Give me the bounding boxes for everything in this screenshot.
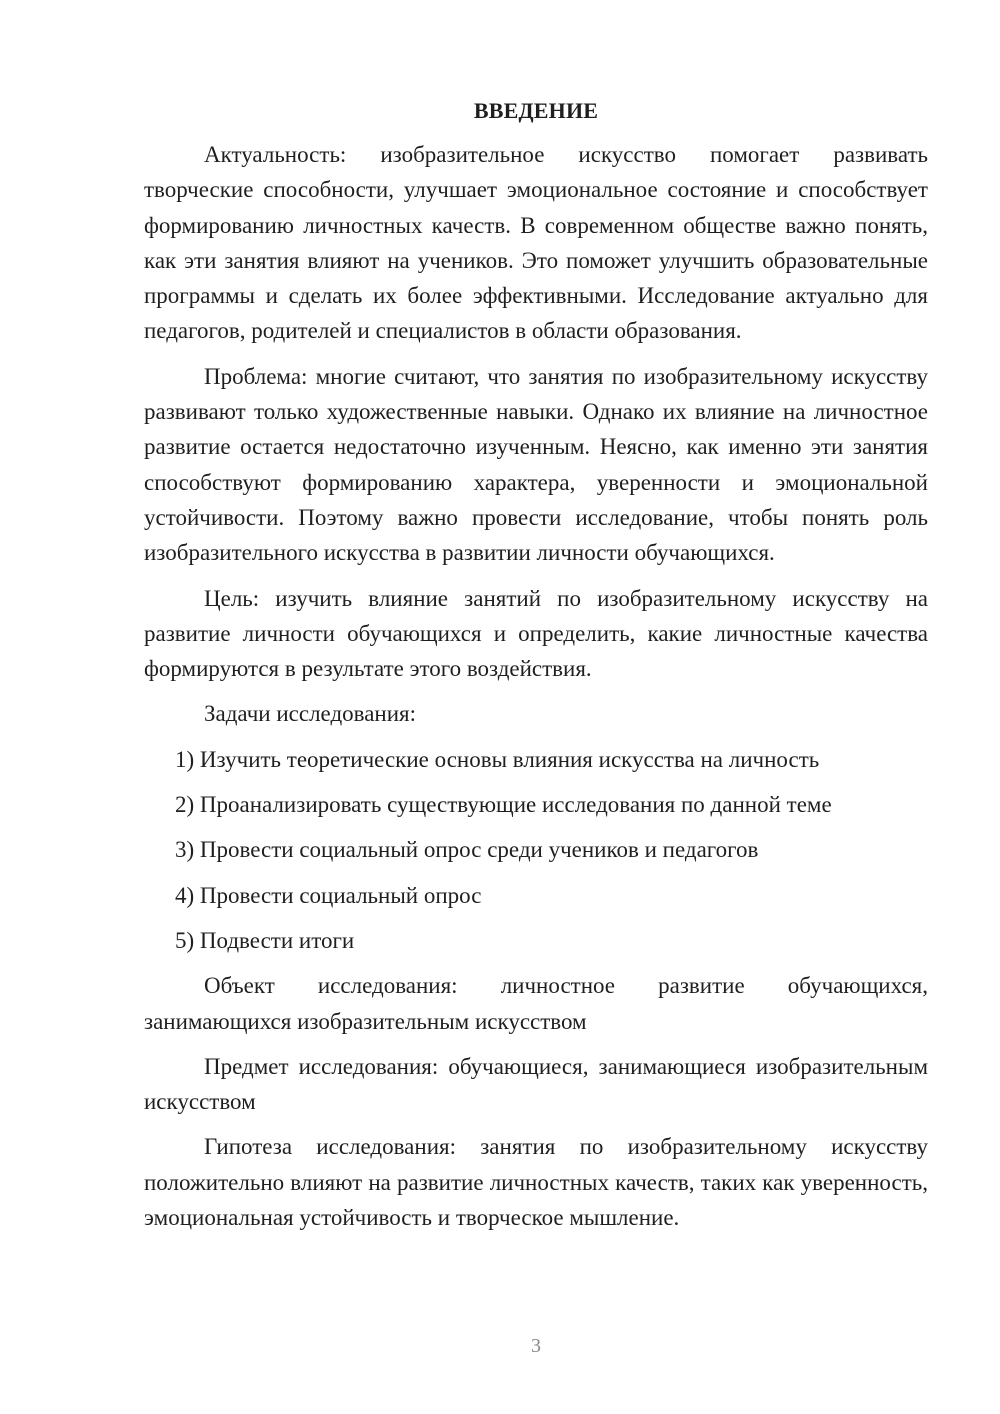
list-item: 3) Провести социальный опрос среди учеников и педагогов (175, 837, 759, 863)
list-item: 4) Провести социальный опрос (175, 882, 482, 908)
list-item: 1) Изучить теоретические основы влияния искусства на личность (175, 746, 820, 772)
paragraph-object: Объект исследования: личностное развитие обучающихся, занимающихся изобразительным искусством (144, 973, 928, 1034)
page-number: 3 (531, 1335, 541, 1357)
paragraph-hypothesis: Гипотеза исследования: занятия по изобразительному искусству положительно влияют на развитие личностных качеств, таких как уверенность, эмоциональная устойчивость и творческое мышление. (144, 1134, 928, 1231)
paragraph-relevance: Актуальность: изобразительное искусство помогает развивать творческие способности, улучшает эмоциональное состояние и способствует формированию личностных качеств. В современном обществе важно понять, как эти занятия влияют на учеников. Это поможет улучшить образовательные программы и сделать их более эффективными. Исследование актуально для педагогов, родителей и специалистов в области образования. (144, 142, 928, 344)
tasks-heading: Задачи исследования: (204, 701, 417, 727)
paragraph-goal: Цель: изучить влияние занятий по изобразительному искусству на развитие личности обучающихся и определить, какие личностные качества формируются в результате этого воздействия. (144, 585, 928, 682)
page-title: ВВЕДЕНИЕ (473, 98, 599, 123)
paragraph-problem: Проблема: многие считают, что занятия по изобразительному искусству развивают только художественные навыки. Однако их влияние на личностное развитие остается недостаточно изученным. Неясно, как именно эти занятия способствуют формированию характера, уверенности и эмоциональной устойчивости. Поэтому важно провести исследование, чтобы понять роль изобразительного искусства в развитии личности обучающихся. (144, 363, 928, 566)
list-item: 2) Проанализировать существующие исследования по данной теме (175, 792, 832, 818)
list-item: 5) Подвести итоги (175, 927, 355, 953)
tasks-list (144, 742, 928, 958)
paragraph-subject: Предмет исследования: обучающиеся, занимающиеся изобразительным искусством (144, 1053, 928, 1115)
page-content (144, 96, 928, 1245)
